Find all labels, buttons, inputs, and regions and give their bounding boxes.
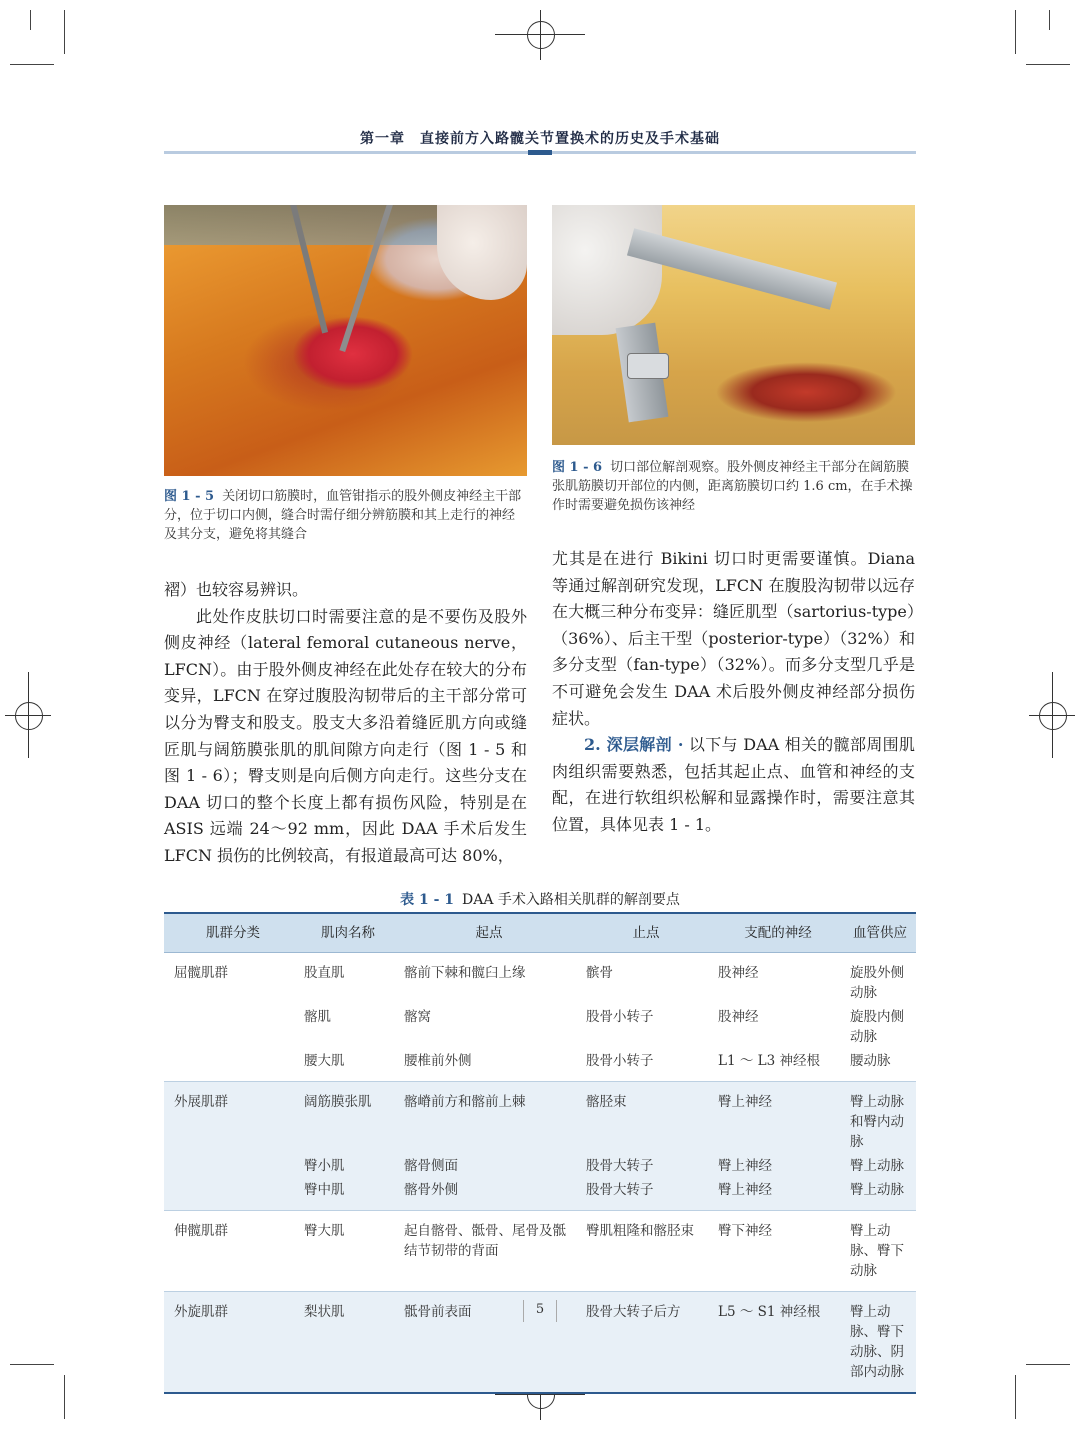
anatomy-table [164,912,916,1394]
right-text-column [552,546,915,839]
paragraph: 此处作皮肤切口时需要注意的是不要伤及股外侧皮神经（lateral femoral cutaneous nerve，LFCN）。由于股外侧皮神经在此处存在较大的分布变异，LFCN 在穿过腹股沟韧带后的主干部分常可以分为臀支和股支。股支大多沿着缝匠肌方向或缝匠肌与阔筋膜张肌的肌间隙方向走行（图 1 - 5 和图 1 - 6）；臀支则是向后侧方向走行。这些分支在 DAA 切口的整个长度上都有损伤风险，特别是在 ASIS 远端 24～92 mm，因此 DAA 手术后发生 LFCN 损伤的比例较高，有报道最高可达 80%， [164,606,527,865]
table-cell: L1 ～ L3 神经根 [712,1049,844,1082]
caliper-dial-shape [627,353,669,379]
table-cell: 髂骨侧面 [398,1154,580,1178]
section-text: 以下与 DAA 相关的髋部周围肌肉组织需要熟悉，包括其起止点、血管和神经的支配，在进行软组织松解和显露操作时，需要注意其位置，具体见表 1 - 1。 [552,735,915,834]
table-cell: 髌骨 [586,965,613,981]
table-cell: 屈髋肌群 [174,965,228,981]
table-cell: 髂前下棘和髋臼上缘 [404,965,526,981]
table-header-cell: 肌群分类 [164,913,298,953]
page-number: 5 [535,1302,545,1317]
table-cell: 臀上神经 [712,1178,844,1211]
table-header-cell: 血管供应 [844,913,916,953]
figure-1-6-photo [552,205,915,445]
table-cell: 臀上动脉、臀下动脉 [844,1211,916,1292]
table-cell: 髂肌 [304,1009,331,1025]
table-cell: 髂嵴前方和髂前上棘 [398,1082,580,1155]
table-cell: 阔筋膜张肌 [298,1082,398,1155]
table-cell: 腰大肌 [298,1049,398,1082]
table-cell: 髂胫束 [580,1082,712,1155]
table-cell: 股神经 [718,1009,759,1025]
table-cell: 髂窝 [404,1009,431,1025]
table-header-cell: 起点 [398,913,580,953]
table-cell: 臀上动脉、臀下动脉、阴部内动脉 [844,1292,916,1394]
table-cell: 臀上动脉 [844,1154,916,1178]
table-header-cell: 止点 [580,913,712,953]
table-cell: 股骨大转子后方 [580,1292,712,1394]
gloved-hand-shape [437,205,527,300]
table-row [164,1178,916,1211]
table-row [164,1211,916,1292]
table-header-cell: 肌肉名称 [298,913,398,953]
running-head: 第一章 直接前方入路髋关节置换术的历史及手术基础 [360,131,720,147]
table-cell: 臀上动脉 [844,1178,916,1211]
table-cell: 臀小肌 [298,1154,398,1178]
table-cell: 股骨大转子 [580,1178,712,1211]
table-header-row [164,913,916,953]
figure-label: 图 1 - 5 [164,489,215,504]
table-row [164,1049,916,1082]
figure-label: 图 1 - 6 [552,460,603,475]
table-label: 表 1 - 1 [400,892,454,908]
table-cell: 梨状肌 [298,1292,398,1394]
table-cell: 股骨小转子 [586,1009,654,1025]
paragraph: 尤其是在进行 Bikini 切口时更需要谨慎。Diana 等通过解剖研究发现，LFCN 在腹股沟韧带以远存在大概三种分布变异：缝匠肌型（sartorius-type）（36%）、后主干型（posterior-type）（32%）和多分支型（fan-type）（32%）。而多分支型几乎是不可避免会发生 DAA 术后股外侧皮神经部分损伤症状。 [552,549,915,728]
figure-1-5-photo [164,205,527,476]
table-title [164,889,916,909]
table-cell: 髂骨外侧 [398,1178,580,1211]
table-row [164,1082,916,1155]
table-cell: 臀上神经 [712,1082,844,1155]
paragraph [552,732,915,838]
table-cell: 旋股外侧动脉 [850,965,904,1001]
table-cell: 伸髋肌群 [164,1211,298,1292]
table-cell: 臀大肌 [298,1211,398,1292]
figure-1-6-caption [552,458,915,515]
table-cell: 外展肌群 [164,1082,298,1155]
table-cell: 臀下神经 [712,1211,844,1292]
table-cell: 外旋肌群 [164,1292,298,1394]
table-cell: 骶骨前表面 [398,1292,580,1394]
table-cell: 腰椎前外侧 [398,1049,580,1082]
section-heading: 2. 深层解剖 · [584,735,684,755]
table-row [164,1154,916,1178]
table-cell: 臀上动脉和臀内动脉 [844,1082,916,1155]
table-cell: 起自髂骨、骶骨、尾骨及骶结节韧带的背面 [398,1211,580,1292]
table-cell: 股骨小转子 [580,1049,712,1082]
table-cell: L5 ～ S1 神经根 [712,1292,844,1394]
figure-caption-text: 关闭切口筋膜时，血管钳指示的股外侧皮神经主干部分，位于切口内侧，缝合时需仔细分辨筋膜和其上走行的神经及其分支，避免将其缝合 [164,489,522,542]
table-cell: 腰动脉 [844,1049,916,1082]
paragraph: 褶）也较容易辨识。 [164,580,309,599]
table-header-cell: 支配的神经 [712,913,844,953]
table-cell: 旋股内侧动脉 [850,1009,904,1045]
table-row [164,953,916,1006]
table-cell: 臀肌粗隆和髂胫束 [580,1211,712,1292]
table-title-text: DAA 手术入路相关肌群的解剖要点 [462,892,680,908]
header-rule-accent [528,150,552,155]
figure-1-5-caption [164,487,527,544]
gloved-hand-shape [552,205,662,335]
table-row [164,1005,916,1049]
table-cell: 臀中肌 [298,1178,398,1211]
table-cell: 股直肌 [304,965,345,981]
table-cell: 股骨大转子 [580,1154,712,1178]
figure-caption-text: 切口部位解剖观察。股外侧皮神经主干部分在阔筋膜张肌筋膜切开部位的内侧，距离筋膜切口约 1.6 cm，在手术操作时需要避免损伤该神经 [552,460,913,513]
table-cell: 股神经 [718,965,759,981]
table-cell: 臀上神经 [712,1154,844,1178]
left-text-column [164,577,527,870]
